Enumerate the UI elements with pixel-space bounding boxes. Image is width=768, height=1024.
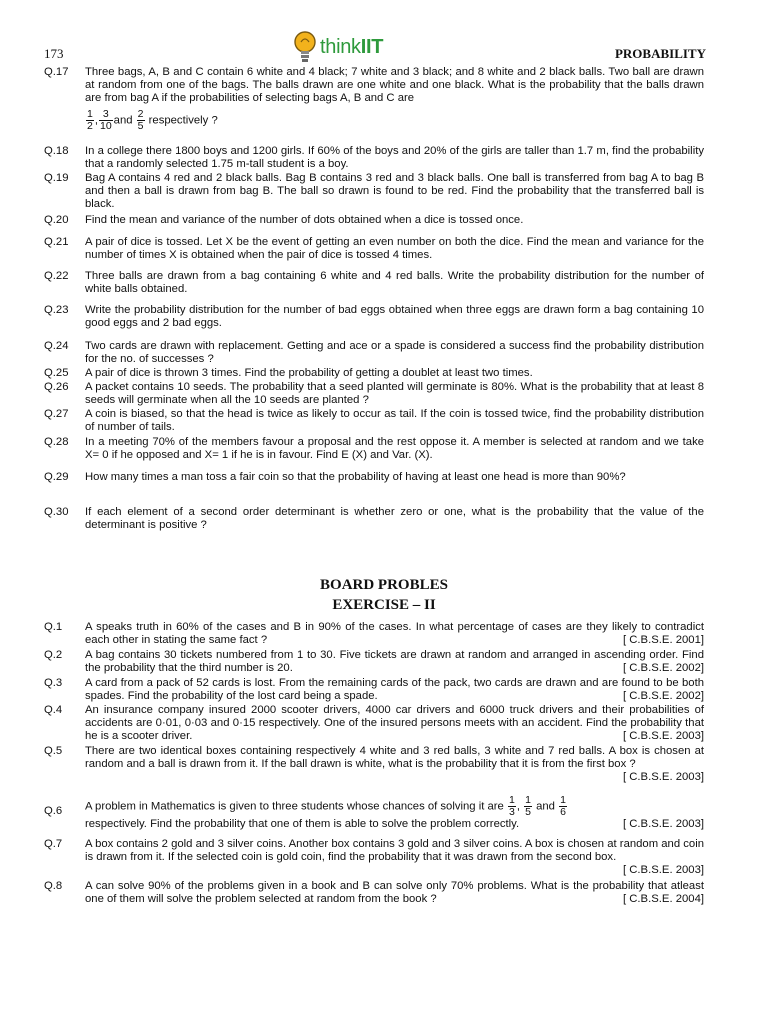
question-item: Q.1 A speaks truth in 60% of the cases and B in 90% of the cases. In what percentage of cases are they likely to contradict each other in stating the same fact ? [ C.B.S.E. 2001] (44, 621, 704, 647)
fraction: $\frac{1}{3}$ (508, 794, 515, 818)
logo-wordmark: thinkIIT (320, 36, 384, 58)
chapter-title: PROBABILITY (614, 46, 706, 61)
question-item: Q.4 An insurance company insured 2000 scooter drivers, 4000 car drivers and 6000 truck drivers and their probabilities of accidents are 0·01, 0·03 and 0·15 respectively. One of the insured persons meets with an accident. Find the probability that he is a scooter driver. [ C.B.S.E. 2003] (44, 704, 704, 743)
question-item: Q.5 There are two identical boxes containing respectively 4 white and 3 red balls, 3 white and 7 red balls. A box is chosen at random and a ball is drawn from it. If the ball drawn is white, what is the probability that it is from the first box ? [ C.B.S.E. 2003] (44, 745, 704, 784)
question-item: Q.6 A problem in Mathematics is given to three students whose chances of solving it are $\frac{1}{3}$ , $\frac{1}{5}$ and $\frac{1}{6}$ respectively. Find the probability that one of them is able to solve the problem correctly. [ C.B.S.E. 2003] (44, 794, 704, 830)
question-item: Q.8 A can solve 90% of the problems given in a book and B can solve only 70% problems. What is the probability that atleast one of them will solve the problem selected at random from the book ? [ C.B.S.E. 2004] (44, 880, 704, 906)
question-item: Q.30 If each element of a second order determinant is whether zero or one, what is the probability that the value of the determinant is positive ? (44, 506, 704, 532)
fraction: $\frac{1}{2}$ (87, 107, 93, 132)
question-item: Q.27 A coin is biased, so that the head is twice as likely to occur as tail. If the coin is tossed twice, find the probability distribution of number of tails. (44, 408, 704, 434)
question-item: Q.7 A box contains 2 gold and 3 silver coins. Another box contains 3 gold and 3 silver coins. A box is chosen at random and coin is drawn from it. If the selected coin is gold coin, find the probability that it was drawn from the second box. [ C.B.S.E. 2003] (44, 838, 704, 877)
question-item: Q.2 A bag contains 30 tickets numbered from 1 to 30. Five tickets are drawn at random and arranged in ascending order. Find the probability that the third number is 20. [ C.B.S.E. 2002] (44, 649, 704, 675)
fraction: $\frac{2}{5}$ (137, 107, 144, 132)
fraction: $\frac{3}{10}$ (99, 107, 112, 132)
section-subtitle: EXERCISE – II (332, 597, 436, 613)
question-item: Q.22 Three balls are drawn from a bag containing 6 white and 4 red balls. Write the probability distribution for the number of white balls obtained. (44, 270, 704, 296)
question-item: Q.3 A card from a pack of 52 cards is lost. From the remaining cards of the pack, two cards are drawn and are found to be both spades. Find the probability of the lost card being a spade. [ C.B.S.E. 2002] (44, 677, 704, 703)
page-number: 173 (44, 46, 64, 61)
question-item: Q.26 A packet contains 10 seeds. The probability that a seed planted will germinate is 80%. What is the probability that at least 8 seeds will germinate when all the 10 seeds are planted ? (44, 381, 704, 407)
question-item: Q.25 A pair of dice is thrown 3 times. Find the probability of getting a doublet at least two times. (44, 367, 533, 379)
page-header (44, 28, 706, 68)
exam-reference: [ C.B.S.E. 2002] (622, 662, 704, 675)
question-item: Q.19 Bag A contains 4 red and 2 black balls. Bag B contains 3 red and 3 black balls. One ball is transferred from bag A to bag B and then a ball is drawn from bag B. The ball so drawn is found to be red. Find the probability that the transferred ball is black. (44, 172, 704, 211)
exam-reference: [ C.B.S.E. 2003] (622, 771, 704, 784)
lightbulb-icon (292, 28, 320, 66)
exam-reference: [ C.B.S.E. 2003] (622, 864, 704, 877)
thinkiit-logo (292, 28, 384, 66)
section-title: BOARD PROBLES (320, 577, 448, 593)
exam-reference: [ C.B.S.E. 2002] (622, 690, 704, 703)
exam-reference: [ C.B.S.E. 2004] (622, 893, 704, 906)
exam-reference: [ C.B.S.E. 2001] (622, 634, 704, 647)
question-item: Q.21 A pair of dice is tossed. Let X be the event of getting an even number on both the dice. Find the mean and variance for the number of times X is obtained when the pair of dice is tossed 4 times. (44, 236, 704, 262)
question-item: Q.20 Find the mean and variance of the number of dots obtained when a dice is tossed once. (44, 214, 524, 226)
question-item: Q.24 Two cards are drawn with replacement. Getting and ace or a spade is considered a success find the probability distribution for the no. of successes ? (44, 340, 704, 366)
question-item: Q.17 Three bags, A, B and C contain 6 white and 4 black; 7 white and 3 black; and 8 white and 2 black balls. Two ball are drawn at random from one of the bags. The balls drawn are one white and one black. What is the probability that the balls drawn are from bag A if the probabilities of selecting bags A, B and C are $\frac{1}{2}$ , $\frac{3}{10}$ and $\frac{2}{5}$ respectively ? (44, 66, 704, 132)
question-item: Q.28 In a meeting 70% of the members favour a proposal and the rest oppose it. A member is selected at random and we take X= 0 if he opposed and X= 1 if he is in favour. Find E (X) and Var. (X). (44, 436, 704, 462)
exam-reference: [ C.B.S.E. 2003] (622, 730, 704, 743)
fraction-line: $\frac{1}{2}$ , $\frac{3}{10}$ and $\frac{2}{5}$ respectively ? (87, 107, 218, 132)
fraction: $\frac{1}{5}$ (525, 794, 531, 818)
question-item: Q.23 Write the probability distribution for the number of bad eggs obtained when three eggs are drawn form a bag containing 10 good eggs and 2 bad eggs. (44, 304, 704, 330)
question-item: Q.18 In a college there 1800 boys and 1200 girls. If 60% of the boys and 20% of the girls are taller than 1.7 m, find the probability that a randomly selected 1.75 m-tall student is a boy. (44, 145, 704, 171)
fraction: $\frac{1}{6}$ (560, 794, 566, 818)
exam-reference: [ C.B.S.E. 2003] (622, 818, 704, 830)
question-item: Q.29 How many times a man toss a fair coin so that the probability of having at least one head is more than 90%? (44, 471, 626, 483)
